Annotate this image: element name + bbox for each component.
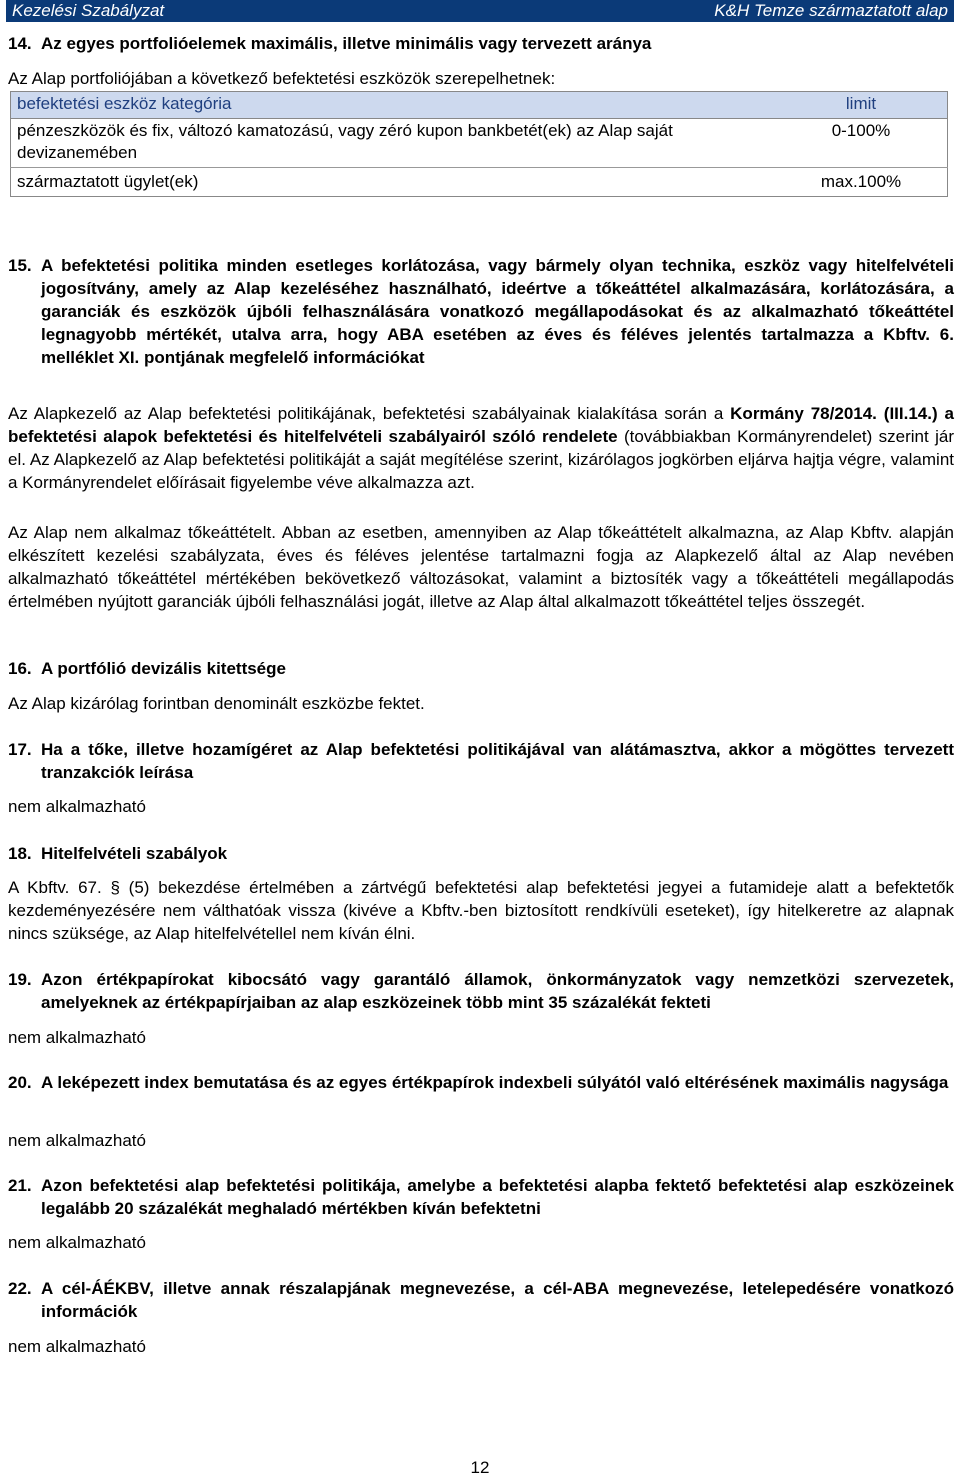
section-14-intro: Az Alap portfoliójában a következő befektetési eszközök szerepelhetnek: [8, 69, 556, 88]
section-22-text: nem alkalmazható [8, 1337, 146, 1356]
section-title: Az egyes portfolióelemek maximális, illetve minimális vagy tervezett aránya [41, 34, 652, 53]
page-number: 12 [470, 1458, 490, 1477]
section-title: A cél-ÁÉKBV, illetve annak részalapjának megnevezése, a cél-ABA megnevezése, letelepedésére vonatkozó információk [41, 1279, 954, 1321]
section-15-paragraph-2: Az Alap nem alkalmaz tőkeáttételt. Abban az esetben, amennyiben az Alap tőkeáttételt alkalmazna, az Alap Kbftv. alapján elkészített kezelési szabályzata, éves és féléves jelentése tartalmazni fogja az Alapkezelő által az Alap nevében alkalmazható tőkeáttétel mértékében bekövetkező változásokat, valamint a biztosíték vagy a tőkeáttételi megállapodás értelmében nyújtott garanciák újbóli felhasználási jogát, illetve az Alap által alkalmazott tőkeáttétel teljes összegét. [8, 523, 954, 611]
section-number: 19. [8, 970, 32, 989]
table-row [11, 119, 948, 168]
section-title: A portfólió devizális kitettsége [41, 659, 286, 678]
section-title: Azon értékpapírokat kibocsátó vagy garantáló államok, önkormányzatok vagy nemzetközi szervezetek, amelyeknek az értékpapírjaiban az alap eszközeinek több mint 35 százalékát fekteti [41, 970, 954, 1012]
section-17-text: nem alkalmazható [8, 797, 146, 816]
section-number: 21. [8, 1176, 32, 1195]
section-20-heading [8, 1071, 954, 1094]
table-header-row [11, 92, 948, 119]
table-cell-category: származtatott ügylet(ek) [11, 168, 776, 197]
portfolio-limits-table [10, 91, 948, 197]
section-21-heading [8, 1174, 954, 1220]
section-number: 15. [8, 256, 32, 275]
section-number: 16. [8, 659, 32, 678]
section-21-text: nem alkalmazható [8, 1233, 146, 1252]
section-15-heading [8, 254, 954, 369]
section-15-paragraph-1 [8, 402, 954, 494]
section-17-heading [8, 738, 954, 784]
section-number: 20. [8, 1073, 32, 1092]
section-20-text: nem alkalmazható [8, 1131, 146, 1150]
section-number: 17. [8, 740, 32, 759]
table-cell-limit: max.100% [775, 168, 948, 197]
section-number: 22. [8, 1279, 32, 1298]
paragraph-text: Az Alapkezelő az Alap befektetési politikájának, befektetési szabályainak kialakítása során a [8, 404, 731, 423]
regulation-reference: Kormány 78/2014. (III.14.) a befektetési alapok befektetési és hitelfelvételi szabályairól szóló rendelete [8, 404, 954, 446]
section-number: 14. [8, 34, 32, 53]
column-header-limit: limit [775, 92, 948, 119]
header-fund-name: K&H Temze származtatott alap [714, 1, 948, 20]
section-16-heading [8, 657, 954, 680]
paragraph-text: (továbbiakban Kormányrendelet) szerint jár el. Az Alapkezelő az Alap befektetési politikáját a saját megítélése szerint, kizárólagos jogkörben eljárva hajtja végre, valamint a Kormányrendelet előírásait figyelembe véve alkalmazza azt. [8, 427, 954, 492]
section-16-text: Az Alap kizárólag forintban denominált eszközbe fektet. [8, 694, 425, 713]
table-cell-limit: 0-100% [775, 119, 948, 168]
section-18-text: A Kbftv. 67. § (5) bekezdése értelmében a zártvégű befektetési alap befektetési jegyei a futamideje alatt a befektetők kezdeményezésére nem válthatóak vissza (kivéve a Kbftv.-ben biztosított rendkívüli eseteket), így hitelkeretre az alapnak nincs szüksége, az Alap hitelfelvétellel nem kíván élni. [8, 878, 954, 943]
section-title: A befektetési politika minden esetleges korlátozása, vagy bármely olyan technika, eszköz vagy hitelfelvételi jogosítvány, amely az Alap kezeléséhez használható, ideértve a tőkeáttétel alkalmazására, korlátozására, a garanciák és eszközök újbóli felhasználására vonatkozó megállapodásokat és az alkalmazható tőkeáttétel legnagyobb mértékét, utalva arra, hogy ABA esetében az éves és féléves jelentés tartalmazza a Kbftv. 6. melléklet XI. pontjának megfelelő információkat [41, 256, 954, 367]
page-header [6, 0, 954, 22]
section-14-heading [8, 32, 954, 55]
section-title: Hitelfelvételi szabályok [41, 844, 228, 863]
table-cell-category: pénzeszközök és fix, változó kamatozású, vagy zéró kupon bankbetét(ek) az Alap saját devizanemében [11, 119, 776, 168]
section-number: 18. [8, 844, 32, 863]
header-document-title: Kezelési Szabályzat [12, 1, 165, 20]
section-title: Azon befektetési alap befektetési politikája, amelybe a befektetési alapba fektető befektetési alap eszközeinek legalább 20 százalékát meghaladó mértékben kíván befektetni [41, 1176, 954, 1218]
section-19-heading [8, 968, 954, 1014]
section-22-heading [8, 1277, 954, 1323]
section-title: A leképezett index bemutatása és az egyes értékpapírok indexbeli súlyától való eltérésének maximális nagysága [41, 1073, 949, 1092]
section-title: Ha a tőke, illetve hozamígéret az Alap befektetési politikájával van alátámasztva, akkor a mögöttes tervezett tranzakciók leírása [41, 740, 954, 782]
table-row [11, 168, 948, 197]
column-header-category: befektetési eszköz kategória [11, 92, 776, 119]
section-18-heading [8, 842, 954, 865]
section-19-text: nem alkalmazható [8, 1028, 146, 1047]
